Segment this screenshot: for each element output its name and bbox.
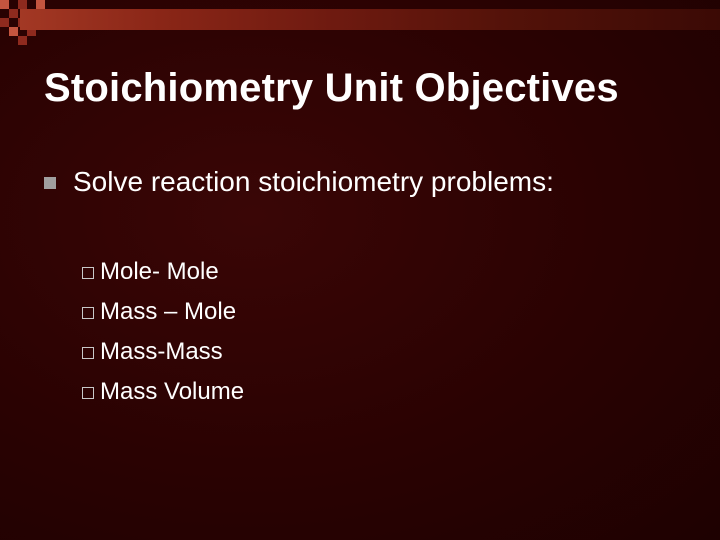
hollow-square-bullet-icon xyxy=(82,347,94,359)
hollow-square-bullet-icon xyxy=(82,307,94,319)
main-bullet xyxy=(44,166,554,198)
sub-bullet-text: Mass – Mole xyxy=(100,298,237,325)
main-bullet-text: Solve reaction stoichiometry problems: xyxy=(73,166,554,197)
sub-bullet-list xyxy=(82,252,244,412)
hollow-square-bullet-icon xyxy=(82,267,94,279)
hollow-square-bullet-icon xyxy=(82,387,94,399)
top-accent-bar xyxy=(20,9,720,30)
list-item xyxy=(82,292,244,332)
slide-title: Stoichiometry Unit Objectives xyxy=(44,66,619,110)
square-bullet-icon xyxy=(44,177,56,189)
sub-bullet-text: Mass-Mass xyxy=(100,338,223,365)
sub-bullet-text: Mass Volume xyxy=(100,378,245,405)
list-item xyxy=(82,332,244,372)
list-item xyxy=(82,372,244,412)
list-item xyxy=(82,252,244,292)
sub-bullet-text: Mole- Mole xyxy=(100,258,219,285)
